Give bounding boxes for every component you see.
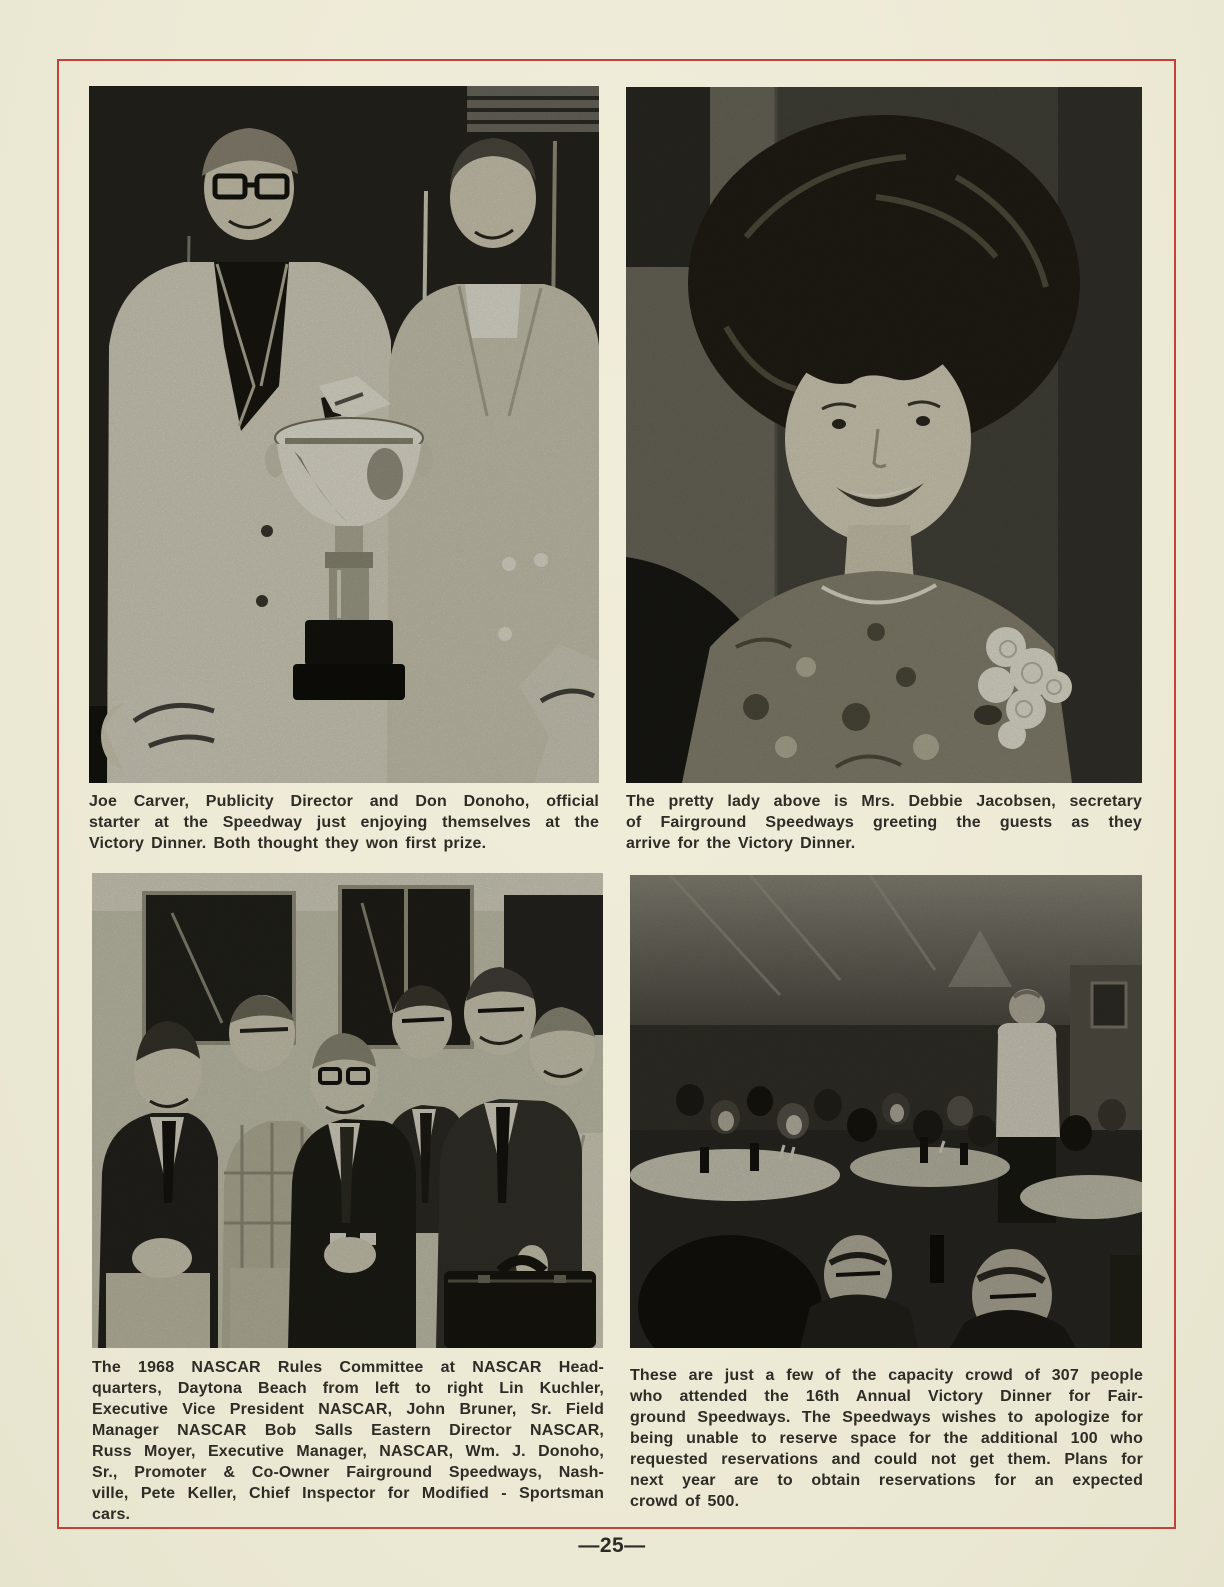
photo-trophy-men <box>89 86 599 783</box>
page-number: —25— <box>578 1534 646 1557</box>
film-grain <box>89 86 599 783</box>
film-grain <box>92 873 603 1348</box>
photo-debbie-jacobsen <box>626 87 1142 783</box>
film-grain <box>626 87 1142 783</box>
caption-trophy-men: Joe Carver, Publicity Director and Don Donoho, official starter at the Speedway just enjoying themselves at the Victory Dinner. Both thought they won first prize. <box>89 793 599 852</box>
photo-rules-committee <box>92 873 603 1348</box>
caption-banquet-crowd: These are just a few of the capacity crowd of 307 people who attended the 16th Annual Victory Dinner for Fair- ground Speedways. The Speedways wishes to apologize for being unable to reserve space for the additional 100 who requested reservations and could not get them. Plans for next year are to obtain reservations for an expected crowd of 500. <box>630 1367 1143 1510</box>
caption-debbie-jacobsen: The pretty lady above is Mrs. Debbie Jacobsen, secretary of Fairground Speedways greeting the guests as they arrive for the Victory Dinner. <box>626 793 1142 852</box>
photo-banquet-crowd <box>630 875 1142 1348</box>
caption-rules-committee: The 1968 NASCAR Rules Committee at NASCAR Head- quarters, Daytona Beach from left to right Lin Kuchler, Executive Vice President NASCAR, John Bruner, Sr. Field Manager NASCAR Bob Salls Eastern Director NASCAR, Russ Moyer, Executive Manager, NASCAR, Wm. J. Donoho, Sr., Promoter & Co-Owner Fairground Speedways, Nash- ville, Pete Keller, Chief Inspector for Modified - Sportsman cars. <box>92 1359 604 1523</box>
film-grain <box>630 875 1142 1348</box>
